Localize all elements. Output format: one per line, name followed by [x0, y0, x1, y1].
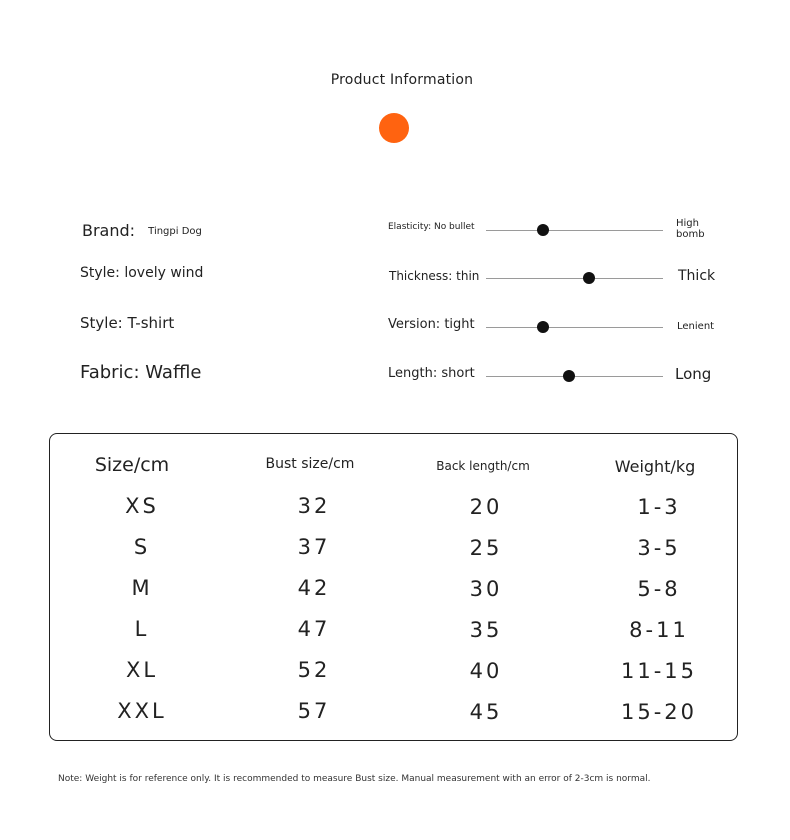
slider-knob	[537, 321, 549, 333]
table-cell: 3-5	[637, 536, 681, 560]
table-cell: 37	[297, 535, 331, 559]
slider-end-label: Long	[675, 365, 712, 383]
table-cell: 40	[469, 659, 503, 683]
attribute-style	[80, 314, 174, 332]
attribute-brand	[82, 221, 202, 240]
slider-knob	[583, 272, 595, 284]
table-cell: 8-11	[629, 618, 689, 642]
slider-knob	[537, 224, 549, 236]
table-cell: 20	[469, 495, 503, 519]
slider-label: Thickness: thin	[389, 269, 480, 283]
attribute-value: lovely wind	[124, 265, 204, 281]
attribute-style	[80, 265, 203, 281]
attribute-fabric	[80, 362, 201, 383]
slider-end-label: High bomb	[676, 218, 705, 240]
slider-track	[486, 230, 663, 231]
attribute-value: Waffle	[145, 362, 202, 383]
slider-label: Elasticity: No bullet	[388, 222, 475, 232]
table-cell: 5-8	[637, 577, 681, 601]
table-cell: 45	[469, 700, 503, 724]
slider-track	[486, 376, 663, 377]
table-cell: L	[134, 617, 150, 641]
table-cell: 57	[297, 699, 331, 723]
table-cell: 52	[297, 658, 331, 682]
slider-label: Version: tight	[388, 317, 475, 332]
slider-end-label: Thick	[678, 268, 716, 284]
slider-track	[486, 327, 663, 328]
table-cell: 11-15	[620, 659, 698, 683]
table-cell: XL	[125, 658, 159, 682]
attribute-value: Tingpi Dog	[148, 226, 202, 237]
size-table	[49, 433, 738, 741]
table-cell: 1-3	[637, 495, 681, 519]
table-cell: 47	[297, 617, 331, 641]
table-cell: S	[133, 535, 151, 559]
table-header-bust: Bust size/cm	[265, 456, 355, 472]
attribute-key: Brand:	[82, 221, 136, 240]
table-header-size: Size/cm	[94, 454, 170, 476]
page-title: Product Information	[330, 72, 474, 88]
table-cell: 42	[297, 576, 331, 600]
slider-end-label: Lenient	[677, 321, 715, 332]
attribute-key: Fabric:	[80, 362, 140, 383]
orange-dot-decoration	[379, 113, 409, 143]
table-cell: M	[131, 576, 153, 600]
slider-knob	[563, 370, 575, 382]
slider-track	[486, 278, 663, 279]
table-cell: XXL	[117, 699, 167, 723]
attribute-key: Style:	[80, 265, 120, 281]
table-cell: 25	[469, 536, 503, 560]
attribute-key: Style:	[80, 314, 123, 332]
slider-label: Length: short	[388, 366, 475, 381]
table-cell: 32	[297, 494, 331, 518]
footnote: Note: Weight is for reference only. It is recommended to measure Bust size. Manual measurement with an error of 2-3cm is normal.	[58, 774, 651, 784]
table-cell: 35	[469, 618, 503, 642]
table-cell: 30	[469, 577, 503, 601]
table-header-weight: Weight/kg	[614, 457, 696, 476]
attribute-value: T-shirt	[127, 314, 175, 332]
table-cell: 15-20	[620, 700, 698, 724]
table-cell: XS	[125, 494, 159, 518]
table-header-back-length: Back length/cm	[436, 459, 530, 473]
